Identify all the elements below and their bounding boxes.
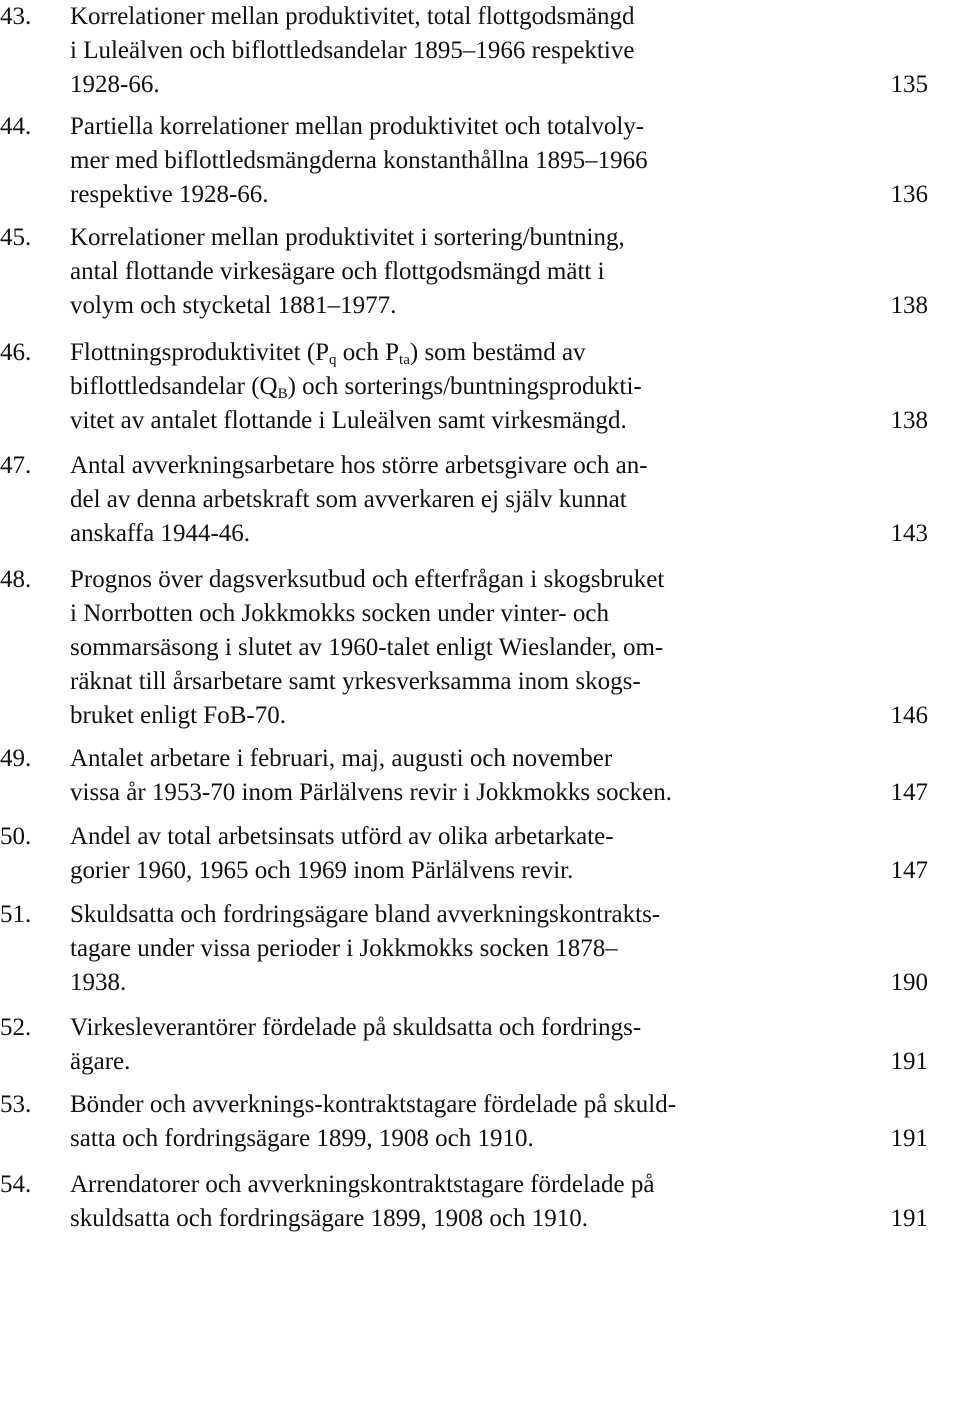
entry-title-line: anskaffa 1944-46.	[70, 520, 251, 547]
text-segment: ) och sorterings/buntningsprodukti-	[287, 373, 642, 400]
text-segment: biflottledsandelar (Q	[70, 373, 278, 400]
entry-title-line: sommarsäsong i slutet av 1960-talet enligt Wieslander, om-	[70, 634, 664, 661]
entry-title	[70, 110, 870, 212]
entry-title-line: Antalet arbetare i februari, maj, augusti och november	[70, 745, 613, 772]
entry-number: 47.	[0, 452, 32, 479]
entry-title	[70, 1088, 870, 1156]
entry-title-line: i Luleälven och biflottledsandelar 1895–1966 respektive	[70, 37, 635, 64]
entry-title-line	[70, 336, 870, 370]
entry-title-line: bruket enligt FoB-70.	[70, 702, 286, 729]
list-entry-48	[0, 563, 960, 733]
entry-title-line: skuldsatta och fordringsägare 1899, 1908 och 1910.	[70, 1205, 588, 1232]
list-entry-46	[0, 336, 960, 438]
entry-number: 49.	[0, 745, 32, 772]
list-entry-44	[0, 110, 960, 212]
entry-title-line: del av denna arbetskraft som avverkaren ej själv kunnat	[70, 486, 627, 513]
entry-title-line: Prognos över dagsverksutbud och efterfrågan i skogsbruket	[70, 566, 665, 593]
entry-title-line: respektive 1928-66.	[70, 181, 269, 208]
entry-number: 52.	[0, 1014, 32, 1041]
entry-title-line: vitet av antalet flottande i Luleälven samt virkesmängd.	[70, 407, 627, 434]
entry-title-line: Andel av total arbetsinsats utförd av olika arbetarkate-	[70, 823, 614, 850]
subscript: B	[277, 386, 288, 402]
page-number: 190	[890, 969, 928, 996]
page-number: 191	[890, 1125, 928, 1152]
list-entry-47	[0, 449, 960, 551]
subscript: q	[329, 352, 337, 368]
entry-title-line: Skuldsatta och fordringsägare bland avverkningskontrakts-	[70, 901, 661, 928]
entry-number: 46.	[0, 339, 32, 366]
entry-title-line: i Norrbotten och Jokkmokks socken under vinter- och	[70, 600, 609, 627]
entry-title-line: 1938.	[70, 969, 127, 996]
entry-number: 51.	[0, 901, 32, 928]
page-number: 147	[890, 779, 928, 806]
entry-title	[70, 1011, 870, 1079]
entry-title-line: Bönder och avverknings-kontraktstagare fördelade på skuld-	[70, 1091, 677, 1118]
text-segment: och P	[336, 339, 400, 366]
entry-title	[70, 563, 870, 733]
entry-title	[70, 0, 870, 102]
entry-number: 44.	[0, 113, 32, 140]
entry-title-line: 1928-66.	[70, 71, 160, 98]
page-number: 138	[890, 292, 928, 319]
text-segment: Flottningsproduktivitet (P	[70, 339, 330, 366]
entry-title-line: tagare under vissa perioder i Jokkmokks socken 1878–	[70, 935, 618, 962]
entry-title-line: Antal avverkningsarbetare hos större arbetsgivare och an-	[70, 452, 648, 479]
list-entry-53	[0, 1088, 960, 1156]
text-segment: ) som bestämd av	[409, 339, 586, 366]
entry-title-line: ägare.	[70, 1048, 131, 1075]
page-number: 143	[890, 520, 928, 547]
list-entry-45	[0, 221, 960, 323]
entry-title-line: vissa år 1953-70 inom Pärlälvens revir i Jokkmokks socken.	[70, 779, 672, 806]
entry-number: 48.	[0, 566, 32, 593]
subscript: ta	[399, 352, 410, 368]
entry-title-line: volym och stycketal 1881–1977.	[70, 292, 397, 319]
entry-title-line: Korrelationer mellan produktivitet i sortering/buntning,	[70, 224, 625, 251]
entry-number: 50.	[0, 823, 32, 850]
entry-title	[70, 336, 870, 438]
entry-title-line: räknat till årsarbetare samt yrkesverksamma inom skogs-	[70, 668, 641, 695]
list-entry-51	[0, 898, 960, 1000]
page-number: 191	[890, 1205, 928, 1232]
page-number: 147	[890, 857, 928, 884]
entry-title	[70, 221, 870, 323]
list-entry-54	[0, 1168, 960, 1236]
entry-title-line: gorier 1960, 1965 och 1969 inom Pärlälvens revir.	[70, 857, 574, 884]
page-number: 136	[890, 181, 928, 208]
list-entry-43	[0, 0, 960, 102]
entry-title-line: mer med biflottledsmängderna konstanthållna 1895–1966	[70, 147, 648, 174]
entry-title-line: Partiella korrelationer mellan produktivitet och totalvoly-	[70, 113, 645, 140]
entry-title	[70, 742, 870, 810]
list-entry-49	[0, 742, 960, 810]
entry-title	[70, 1168, 870, 1236]
entry-number: 45.	[0, 224, 32, 251]
entry-title	[70, 449, 870, 551]
entry-title	[70, 820, 870, 888]
entry-title-line: antal flottande virkesägare och flottgodsmängd mätt i	[70, 258, 605, 285]
list-entry-52	[0, 1011, 960, 1079]
entry-title	[70, 898, 870, 1000]
page-number: 138	[890, 407, 928, 434]
entry-number: 54.	[0, 1171, 32, 1198]
entry-number: 53.	[0, 1091, 32, 1118]
entry-number: 43.	[0, 3, 32, 30]
page-number: 146	[890, 702, 928, 729]
page-number: 191	[890, 1048, 928, 1075]
page-number: 135	[890, 71, 928, 98]
entry-title-line	[70, 370, 870, 404]
entry-title-line: Virkesleverantörer fördelade på skuldsatta och fordrings-	[70, 1014, 642, 1041]
entry-title-line: Korrelationer mellan produktivitet, total flottgodsmängd	[70, 3, 635, 30]
entry-title-line: satta och fordringsägare 1899, 1908 och 1910.	[70, 1125, 534, 1152]
entry-title-line: Arrendatorer och avverkningskontraktstagare fördelade på	[70, 1171, 655, 1198]
list-entry-50	[0, 820, 960, 888]
